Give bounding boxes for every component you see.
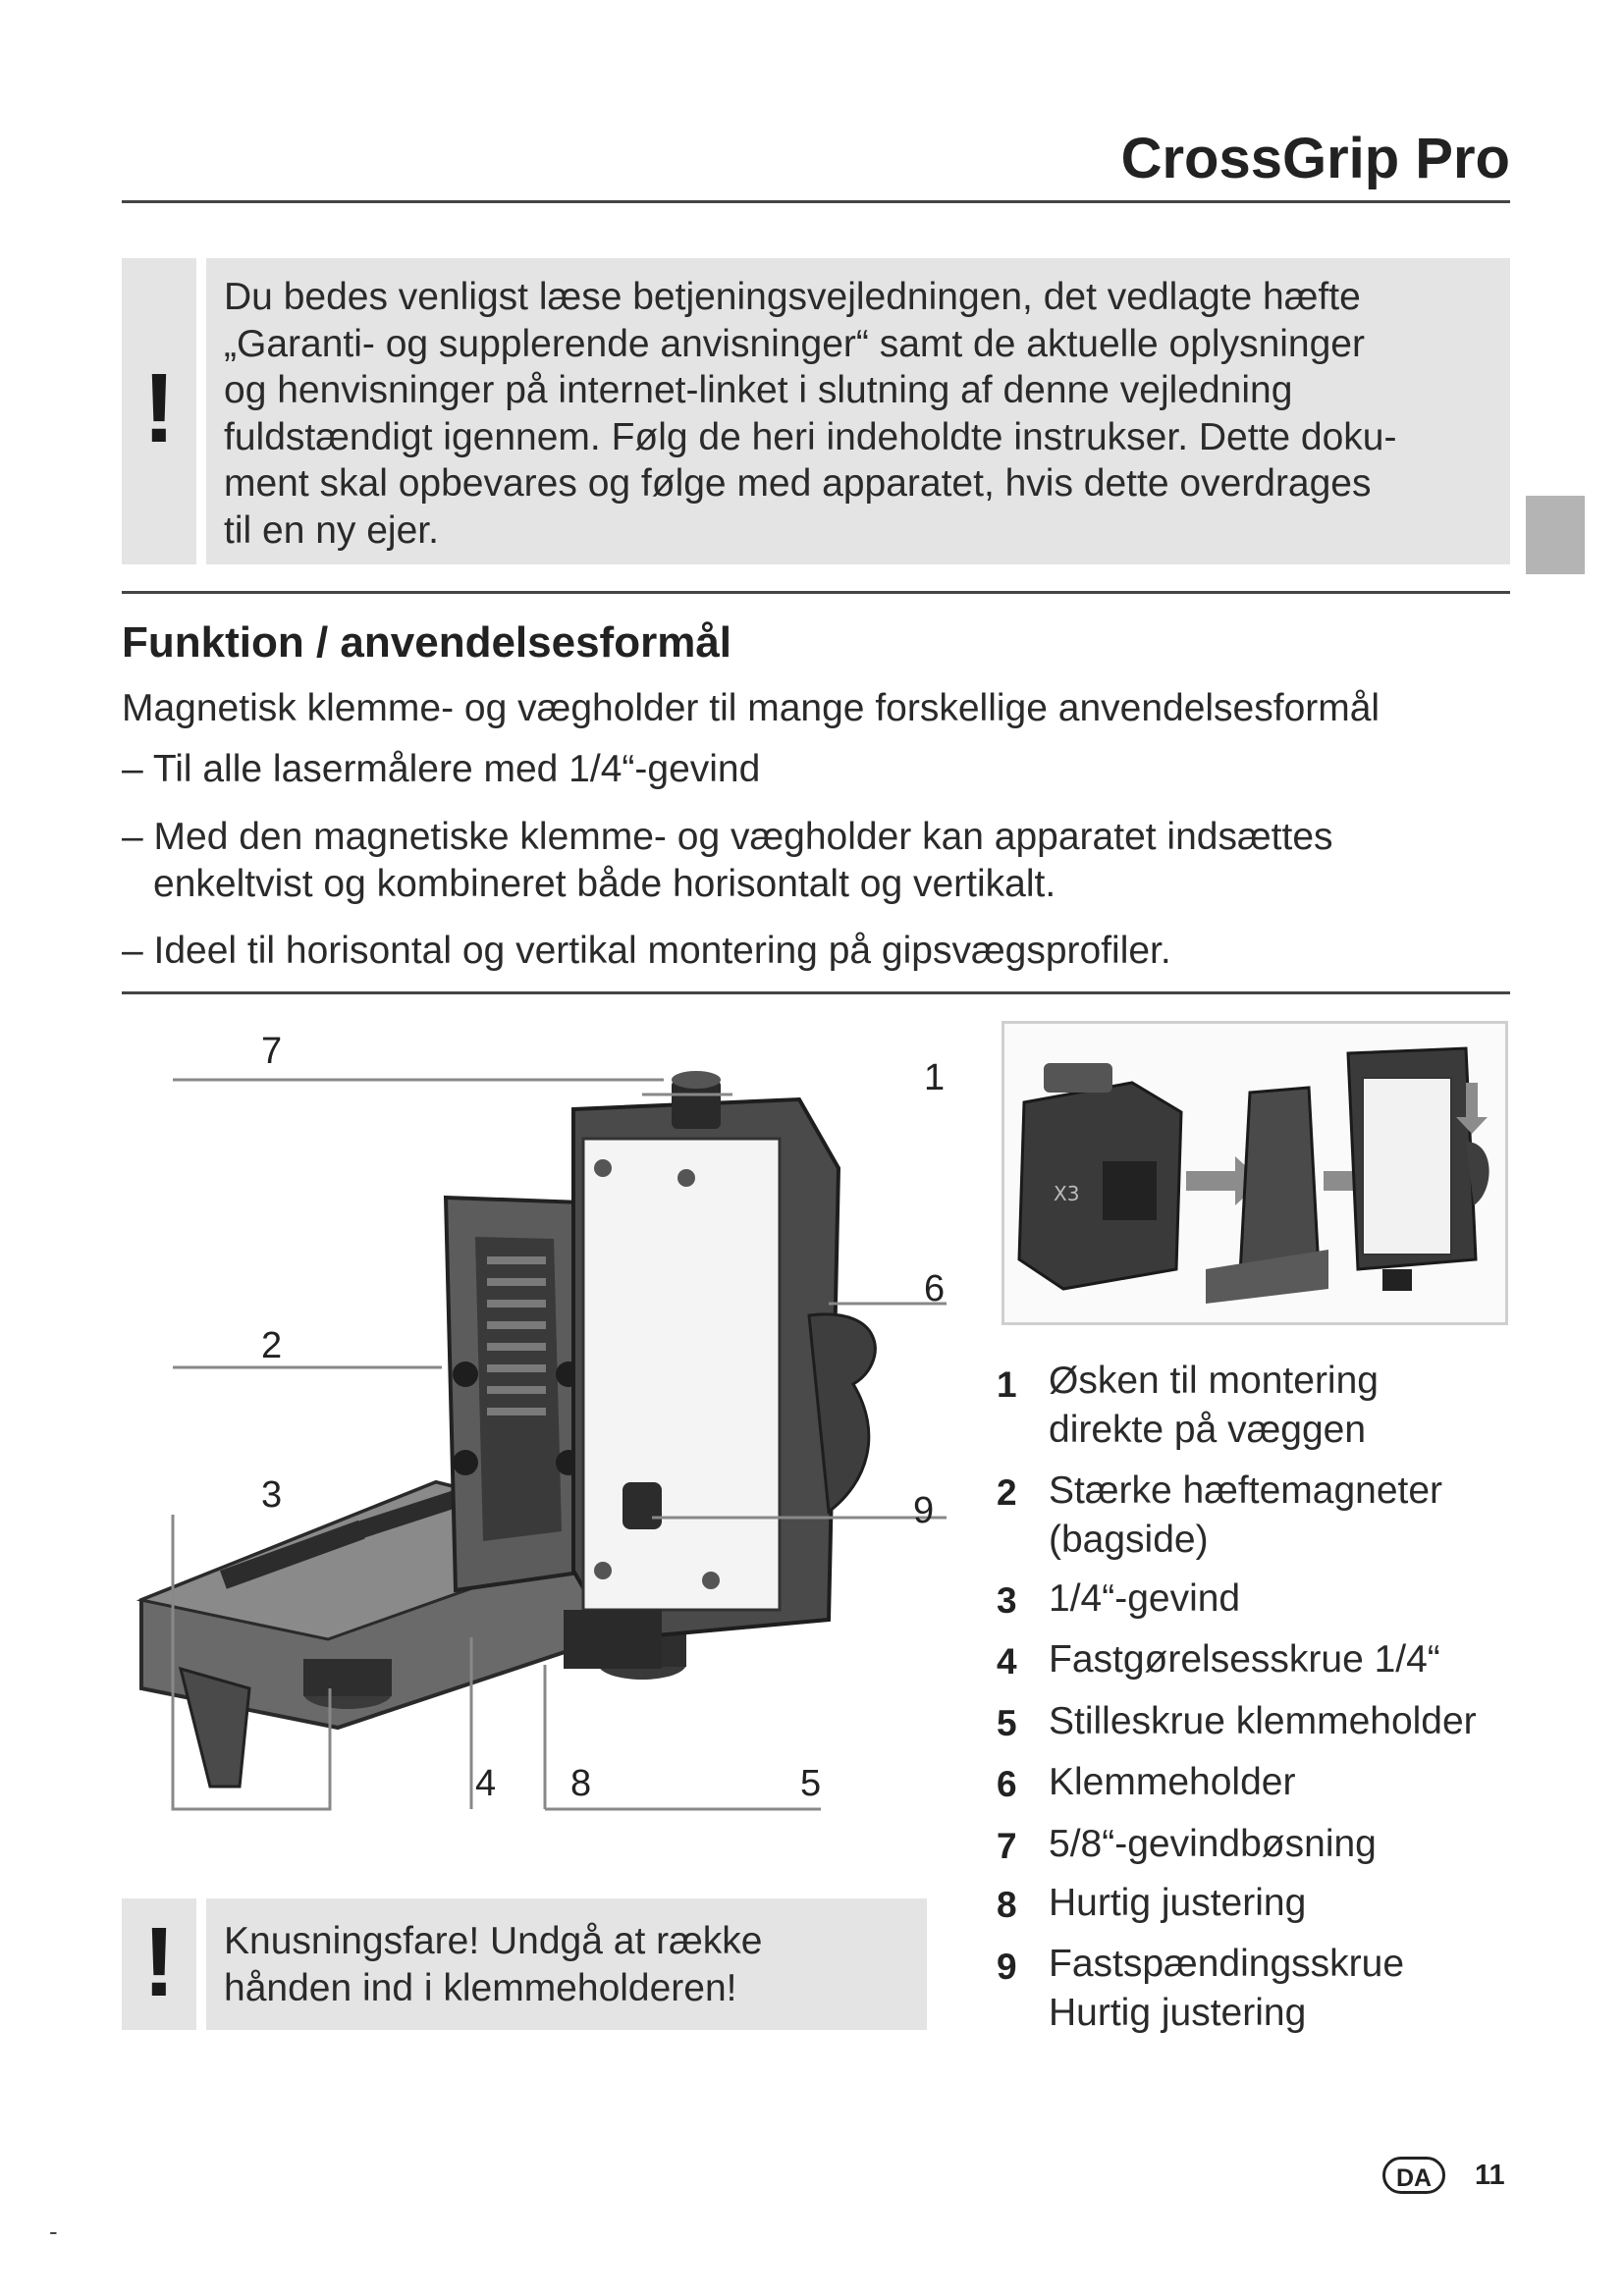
notice-box: [206, 258, 1510, 564]
footer-mark: -: [49, 2216, 58, 2246]
legend-text: Hurtig justering: [1049, 1882, 1307, 1924]
legend-line: Øsken til montering: [1049, 1360, 1379, 1402]
notice-line: ment skal opbevares og følge med apparatet, hvis dette overdrages: [224, 462, 1372, 505]
warning-line: Knusningsfare! Undgå at række: [224, 1920, 763, 1962]
notice-line: og henvisninger på internet-linket i slutning af denne vejledning: [224, 369, 1293, 411]
legend-text: Klemmeholder: [1049, 1761, 1296, 1803]
legend-text: Fastgørelsesskrue 1/4“: [1049, 1638, 1440, 1681]
bullet-item-continuation: enkeltvist og kombineret både horisontalt og vertikalt.: [153, 863, 1056, 905]
section-heading: Funktion / anvendelsesformål: [122, 618, 732, 667]
section-intro: Magnetisk klemme- og vægholder til mange forskellige anvendelsesformål: [122, 687, 1380, 729]
legend-text: Stilleskrue klemmeholder: [1049, 1700, 1477, 1742]
figure-label-4: 4: [475, 1763, 497, 1804]
legend-text: 5/8“-gevindbøsning: [1049, 1823, 1377, 1865]
notice-line: Du bedes venligst læse betjeningsvejledningen, det vedlagte hæfte: [224, 276, 1361, 318]
legend-number: 3: [997, 1580, 1017, 1621]
legend-line: Stærke hæftemagneter: [1049, 1469, 1443, 1512]
warning-mark-box: [122, 1898, 196, 2030]
legend-text: [1049, 1467, 1442, 1565]
legend-text: [1049, 1940, 1404, 2038]
page-title: CrossGrip Pro: [1120, 127, 1510, 190]
figure-label-1: 1: [924, 1057, 946, 1098]
legend-text: 1/4“-gevind: [1049, 1577, 1241, 1620]
legend-number: 5: [997, 1703, 1017, 1743]
language-badge: DA: [1382, 2157, 1445, 2194]
section-rule: [122, 591, 1510, 594]
usage-photo-frame: [1001, 1021, 1508, 1325]
notice-mark-box: [122, 258, 196, 564]
legend-line: direkte på væggen: [1049, 1409, 1367, 1451]
exclamation-icon: !: [142, 1907, 176, 2017]
figure-label-7: 7: [261, 1031, 283, 1072]
warning-box: [206, 1898, 927, 2030]
notice-text: [224, 274, 1397, 554]
figure-label-3: 3: [261, 1474, 283, 1516]
warning-line: hånden ind i klemmeholderen!: [224, 1966, 737, 2009]
legend-line: Hurtig justering: [1049, 1992, 1307, 2034]
figure-label-2: 2: [261, 1325, 283, 1366]
figure-label-9: 9: [913, 1490, 935, 1531]
header-rule: [122, 200, 1510, 203]
legend-line: (bagside): [1049, 1519, 1209, 1561]
section-tab-marker: [1526, 496, 1585, 574]
legend-text: [1049, 1357, 1379, 1455]
legend-number: 9: [997, 1947, 1017, 1987]
figure-label-5: 5: [800, 1763, 822, 1804]
legend-number: 2: [997, 1472, 1017, 1513]
warning-text: [224, 1918, 762, 2011]
usage-photo: [1004, 1024, 1505, 1322]
svg-text:X3: X3: [1054, 1182, 1080, 1205]
notice-line: „Garanti- og supplerende anvisninger“ samt de aktuelle oplysninger: [224, 322, 1365, 365]
legend-number: 6: [997, 1764, 1017, 1804]
exclamation-icon: !: [142, 353, 176, 463]
figure-label-6: 6: [924, 1268, 946, 1309]
legend-number: 4: [997, 1641, 1017, 1682]
figure-label-8: 8: [570, 1763, 592, 1804]
product-illustration: [122, 1021, 986, 1865]
legend-number: 7: [997, 1826, 1017, 1866]
notice-line: til en ny ejer.: [224, 508, 439, 552]
figure-rule: [122, 991, 1510, 994]
legend-line: Fastspændingsskrue: [1049, 1943, 1405, 1985]
legend-number: 1: [997, 1364, 1017, 1405]
bullet-item: – Til alle lasermålere med 1/4“-gevind: [122, 748, 761, 790]
bullet-item: – Med den magnetiske klemme- og vægholder kan apparatet indsættes: [122, 816, 1333, 858]
bullet-item: – Ideel til horisontal og vertikal montering på gipsvægsprofiler.: [122, 930, 1171, 972]
legend-number: 8: [997, 1885, 1017, 1925]
page-number: 11: [1475, 2160, 1505, 2191]
notice-line: fuldstændigt igennem. Følg de heri indeholdte instrukser. Dette doku-: [224, 415, 1397, 458]
